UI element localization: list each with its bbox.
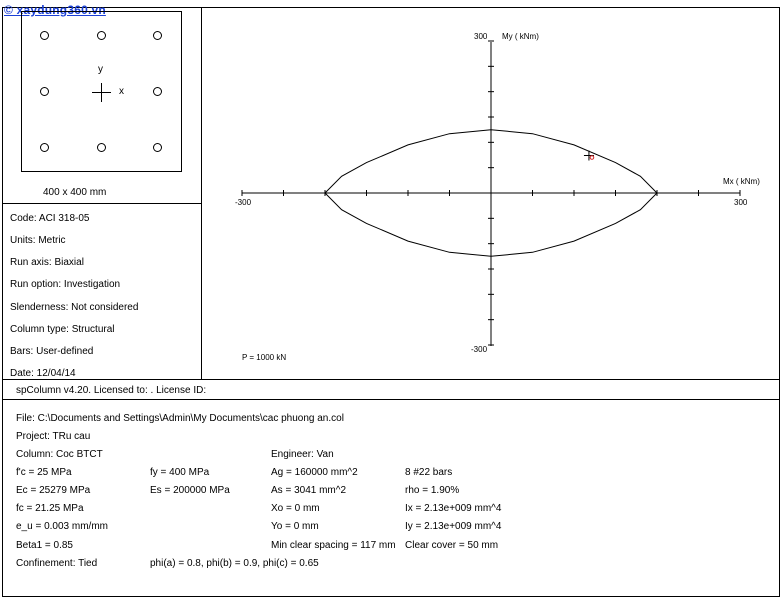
info-slenderness: Slenderness: Not considered xyxy=(10,302,139,313)
detail-ag: Ag = 160000 mm^2 xyxy=(271,467,358,478)
info-date: Date: 12/04/14 xyxy=(10,368,76,379)
detail-as: As = 3041 mm^2 xyxy=(271,485,347,496)
watermark-link[interactable]: © xaydung360.vn xyxy=(4,3,106,17)
detail-rho: rho = 1.90% xyxy=(405,485,460,496)
detail-fc-reduced: fc = 21.25 MPa xyxy=(16,503,84,514)
y-tick-label-min: -300 xyxy=(471,345,488,354)
x-tick-label-min: -300 xyxy=(235,198,252,207)
marker-dot xyxy=(590,156,594,160)
detail-fc: f'c = 25 MPa xyxy=(16,467,72,478)
x-tick-label-max: 300 xyxy=(734,198,748,207)
info-run-axis: Run axis: Biaxial xyxy=(10,257,84,268)
detail-ix: Ix = 2.13e+009 mm^4 xyxy=(405,503,502,514)
detail-ec: Ec = 25279 MPa xyxy=(16,485,91,496)
my-axis-label: My ( kNm) xyxy=(502,32,539,41)
detail-min-spacing: Min clear spacing = 117 mm xyxy=(271,540,396,551)
section-axis-y-label: y xyxy=(98,64,103,75)
mx-axis-label: Mx ( kNm) xyxy=(723,177,760,186)
info-units: Units: Metric xyxy=(10,235,66,246)
load-label: P = 1000 kN xyxy=(242,353,287,362)
detail-phi: phi(a) = 0.8, phi(b) = 0.9, phi(c) = 0.65 xyxy=(150,558,319,569)
detail-yo: Yo = 0 mm xyxy=(271,521,319,532)
diagram-axes xyxy=(242,42,740,346)
detail-iy: Iy = 2.13e+009 mm^4 xyxy=(405,521,502,532)
detail-confinement: Confinement: Tied xyxy=(16,558,98,569)
section-axis-x-label: x xyxy=(119,86,124,97)
detail-eu: e_u = 0.003 mm/mm xyxy=(16,521,108,532)
y-tick-label-max: 300 xyxy=(474,32,488,41)
detail-beta1: Beta1 = 0.85 xyxy=(16,540,73,551)
info-column-type: Column type: Structural xyxy=(10,324,115,335)
license-text: spColumn v4.20. Licensed to: . License ID: xyxy=(16,385,207,396)
detail-xo: Xo = 0 mm xyxy=(271,503,320,514)
detail-engineer: Engineer: Van xyxy=(271,449,334,460)
info-code: Code: ACI 318-05 xyxy=(10,213,90,224)
load-point-marker xyxy=(584,151,594,161)
detail-bars: 8 #22 bars xyxy=(405,467,453,478)
detail-column: Column: Coc BTCT xyxy=(16,449,103,460)
detail-fy: fy = 400 MPa xyxy=(150,467,210,478)
detail-file: File: C:\Documents and Settings\Admin\My Documents\cac phuong an.col xyxy=(16,413,344,424)
info-run-option: Run option: Investigation xyxy=(10,279,121,290)
section-size-label: 400 x 400 mm xyxy=(43,187,107,198)
detail-project: Project: TRu cau xyxy=(16,431,91,442)
detail-es: Es = 200000 MPa xyxy=(150,485,230,496)
detail-clear-cover: Clear cover = 50 mm xyxy=(405,540,499,551)
info-bars: Bars: User-defined xyxy=(10,346,94,357)
